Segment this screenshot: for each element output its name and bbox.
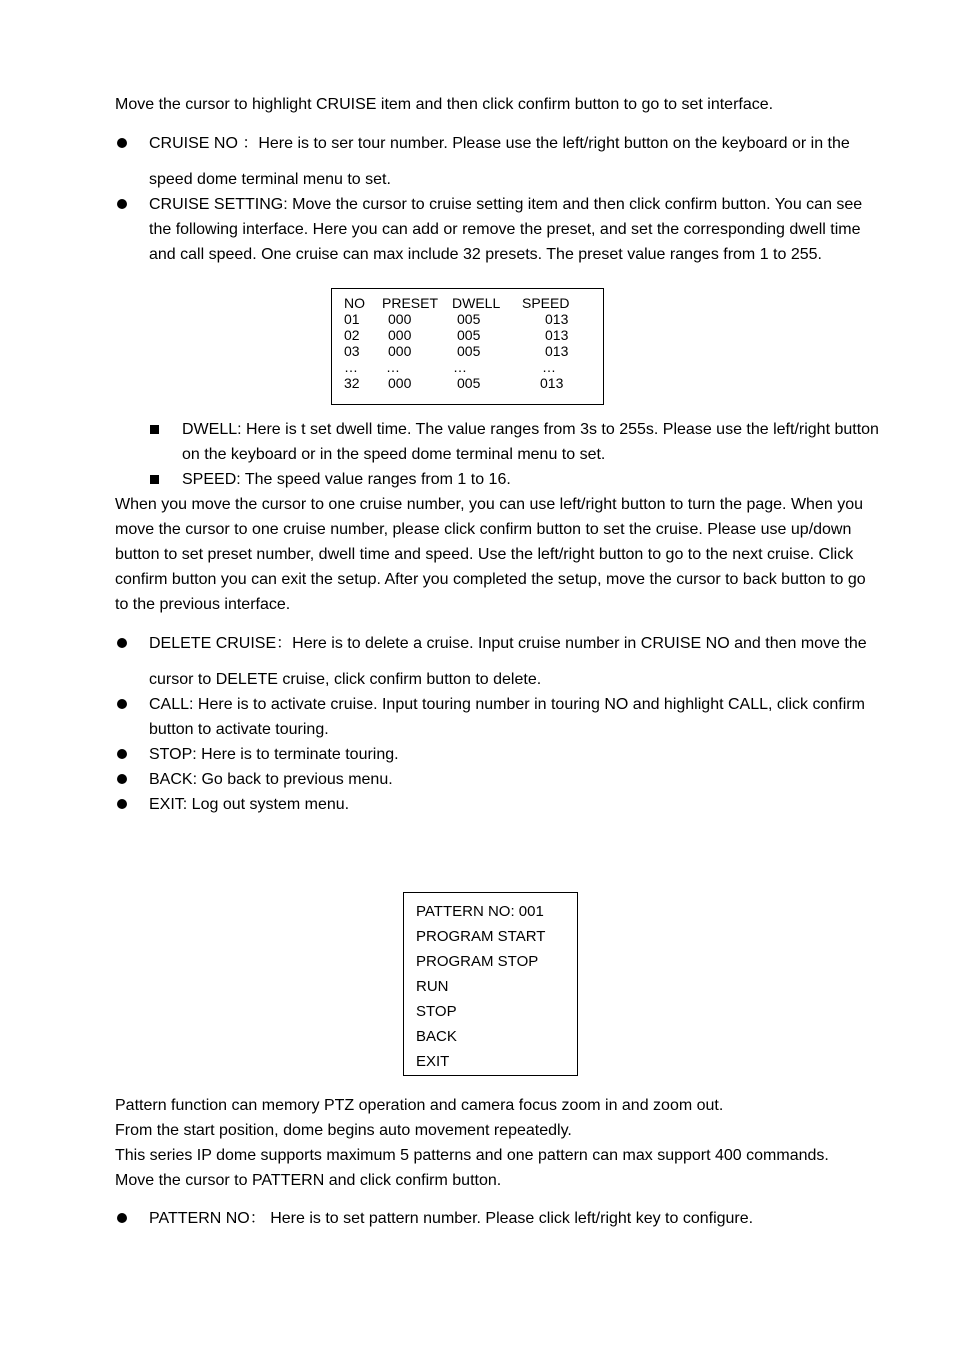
bullet-dot — [117, 199, 127, 209]
text-line: move the cursor to one cruise number, please click confirm button to set the cruise. Please use up/down — [115, 521, 852, 538]
text-line: on the keyboard or in the speed dome terminal menu to set. — [182, 446, 606, 463]
table-row — [332, 311, 605, 327]
cell-preset: 000 — [388, 327, 412, 343]
bullet-dot — [117, 774, 127, 784]
cell-dwell: 005 — [457, 343, 481, 359]
cell-preset: 000 — [388, 375, 412, 391]
text-line: DELETE CRUISE：Here is to delete a cruise. Input cruise number in CRUISE NO and then move the — [149, 635, 867, 652]
menu-item-pattern-no: PATTERN NO: 001 — [416, 903, 544, 920]
header-speed: SPEED — [522, 295, 570, 311]
text-line: Move the cursor to PATTERN and click confirm button. — [115, 1172, 502, 1189]
header-no: NO — [344, 295, 365, 311]
bullet-square — [150, 425, 159, 434]
intro-paragraph: Move the cursor to highlight CRUISE item and then click confirm button to go to set interface. — [115, 96, 774, 113]
pattern-menu — [403, 892, 578, 1076]
cell-no: 01 — [344, 311, 360, 327]
text-line: confirm button you can exit the setup. After you completed the setup, move the cursor to back button to go — [115, 571, 866, 588]
text-line: speed dome terminal menu to set. — [149, 171, 391, 188]
bullet-dot — [117, 799, 127, 809]
text-line: PATTERN NO： Here is to set pattern number. Please click left/right key to configure. — [149, 1210, 754, 1227]
pattern-paragraph — [115, 1093, 915, 1193]
bullet-square — [150, 475, 159, 484]
text-line: the following interface. Here you can add or remove the preset, and set the corresponding dwell time — [149, 221, 861, 238]
cell-speed: 013 — [540, 375, 564, 391]
table-header-row — [332, 295, 605, 311]
cell-no: 02 — [344, 327, 360, 343]
bullet-dot — [117, 138, 127, 148]
text-line: When you move the cursor to one cruise number, you can use left/right button to turn the page. When you — [115, 496, 863, 513]
text-line: cursor to DELETE cruise, click confirm button to delete. — [149, 671, 542, 688]
cell-dwell: 005 — [457, 375, 481, 391]
bullet-dot — [117, 699, 127, 709]
menu-item-program-stop: PROGRAM STOP — [416, 953, 539, 970]
cell-dwell: 005 — [457, 311, 481, 327]
cell-speed: … — [542, 359, 556, 375]
cell-preset: 000 — [388, 311, 412, 327]
text-line: BACK: Go back to previous menu. — [149, 771, 393, 788]
text-line: CALL: Here is to activate cruise. Input touring number in touring NO and highlight CALL, click confirm — [149, 696, 865, 713]
text-line: and call speed. One cruise can max include 32 presets. The preset value ranges from 1 to 255. — [149, 246, 822, 263]
table-row — [332, 359, 605, 375]
cell-speed: 013 — [545, 343, 569, 359]
cell-preset: … — [386, 359, 400, 375]
text-line: button to activate touring. — [149, 721, 329, 738]
cell-no: 03 — [344, 343, 360, 359]
bullet-dot — [117, 1213, 127, 1223]
menu-item-program-start: PROGRAM START — [416, 928, 546, 945]
cell-speed: 013 — [545, 311, 569, 327]
text-line: Pattern function can memory PTZ operation and camera focus zoom in and zoom out. — [115, 1097, 724, 1114]
text-line: button to set preset number, dwell time and speed. Use the left/right button to go to the next cruise. Click — [115, 546, 854, 563]
cell-no: … — [344, 359, 358, 375]
text-line: SPEED: The speed value ranges from 1 to 16. — [182, 471, 511, 488]
header-preset: PRESET — [382, 295, 439, 311]
bullet-dot — [117, 749, 127, 759]
cell-dwell: 005 — [457, 327, 481, 343]
text-line: STOP: Here is to terminate touring. — [149, 746, 399, 763]
header-dwell: DWELL — [452, 295, 501, 311]
menu-item-exit: EXIT — [416, 1053, 450, 1070]
text-line: CRUISE SETTING: Move the cursor to cruise setting item and then click confirm button. You can see — [149, 196, 863, 213]
table-row — [332, 343, 605, 359]
text-line: CRUISE NO ：Here is to ser tour number. Please use the left/right button on the keyboard or in the — [149, 135, 850, 152]
table-row — [332, 327, 605, 343]
menu-item-back: BACK — [416, 1028, 457, 1045]
cruise-table — [331, 288, 604, 405]
cell-no: 32 — [344, 375, 360, 391]
cell-preset: 000 — [388, 343, 412, 359]
menu-item-stop: STOP — [416, 1003, 457, 1020]
cell-dwell: … — [453, 359, 467, 375]
text-line: DWELL: Here is t set dwell time. The value ranges from 3s to 255s. Please use the left/right button — [182, 421, 879, 438]
text-line: EXIT: Log out system menu. — [149, 796, 350, 813]
cruise-paragraph — [115, 492, 915, 617]
text-line: to the previous interface. — [115, 596, 291, 613]
cell-speed: 013 — [545, 327, 569, 343]
menu-item-run: RUN — [416, 978, 449, 995]
text-line: From the start position, dome begins auto movement repeatedly. — [115, 1122, 572, 1139]
bullet-dot — [117, 638, 127, 648]
table-row — [332, 375, 605, 391]
text-line: This series IP dome supports maximum 5 patterns and one pattern can max support 400 commands. — [115, 1147, 829, 1164]
